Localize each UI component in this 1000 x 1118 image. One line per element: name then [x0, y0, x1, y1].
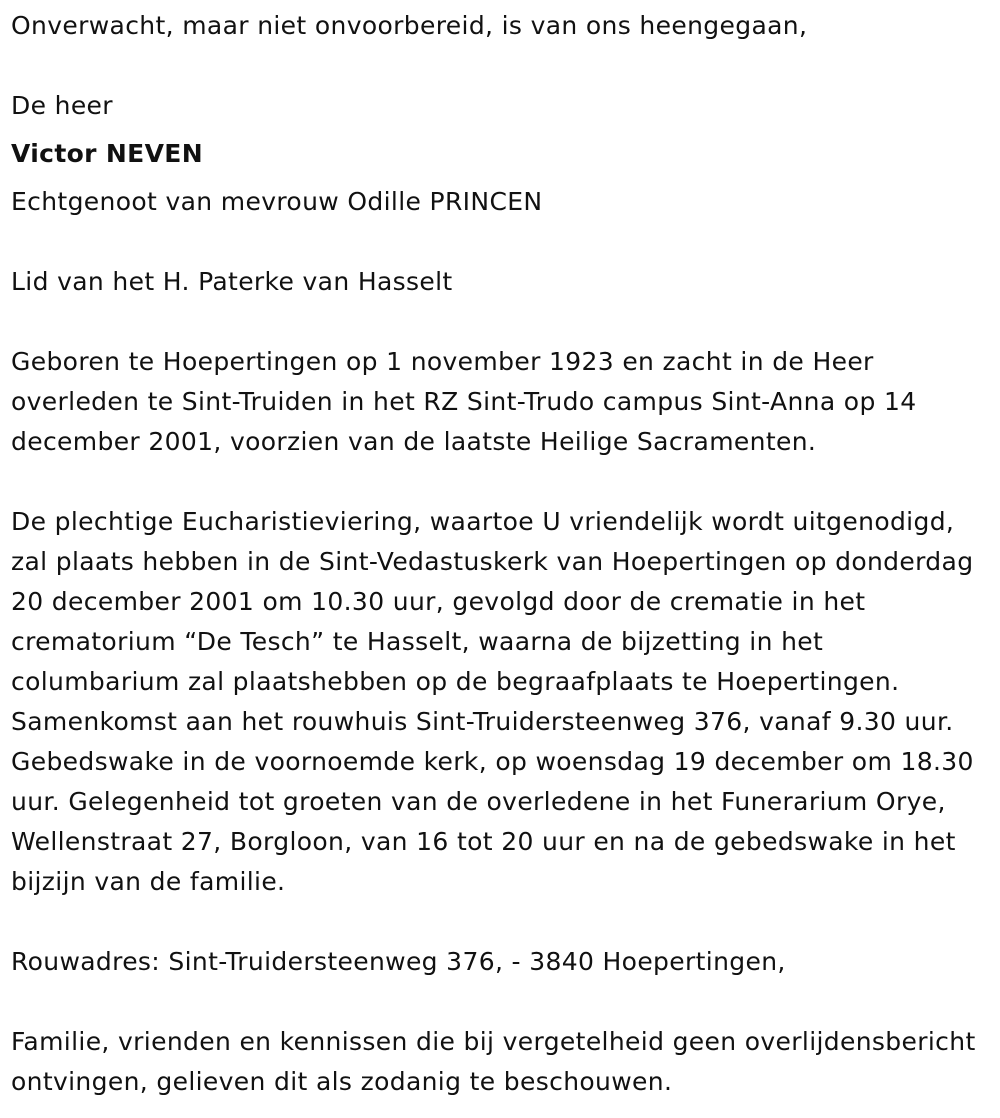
- address-line: Rouwadres: Sint-Truidersteenweg 376, - 3840 Hoepertingen,: [11, 947, 786, 976]
- intro-line: Onverwacht, maar niet onvoorbereid, is van ons heengegaan,: [11, 11, 808, 40]
- ceremony-paragraph: De plechtige Eucharistieviering, waartoe U vriendelijk wordt uitgenodigd, zal plaats hebben in de Sint-Vedastuskerk van Hoepertingen op donderdag 20 december 2001 om 10.30 uur, gevolgd door de crematie in het crematorium “De Tesch” te Hasselt, waarna de bijzetting in het columbarium zal plaatshebben op de begraafplaats te Hoepertingen. Samenkomst aan het rouwhuis Sint-Truidersteenweg 376, vanaf 9.30 uur. Gebedswake in de voornoemde kerk, op woensdag 19 december om 18.30 uur. Gelegenheid tot groeten van de overledene in het Funerarium Orye, Wellenstraat 27, Borgloon, van 16 tot 20 uur en na de gebedswake in het bijzijn van de familie.: [11, 507, 974, 896]
- closing-paragraph: Familie, vrienden en kennissen die bij vergetelheid geen overlijdensbericht ontvingen, gelieven dit als zodanig te beschouwen.: [11, 1027, 976, 1096]
- birth-death-paragraph: Geboren te Hoepertingen op 1 november 1923 en zacht in de Heer overleden te Sint-Truiden in het RZ Sint-Trudo campus Sint-Anna op 14 december 2001, voorzien van de laatste Heilige Sacramenten.: [11, 347, 917, 456]
- spouse-line: Echtgenoot van mevrouw Odille PRINCEN: [11, 187, 543, 216]
- deceased-name: Victor NEVEN: [11, 139, 204, 168]
- obituary-notice: [11, 6, 991, 1102]
- title-prefix: De heer: [11, 91, 113, 120]
- membership-line: Lid van het H. Paterke van Hasselt: [11, 267, 453, 296]
